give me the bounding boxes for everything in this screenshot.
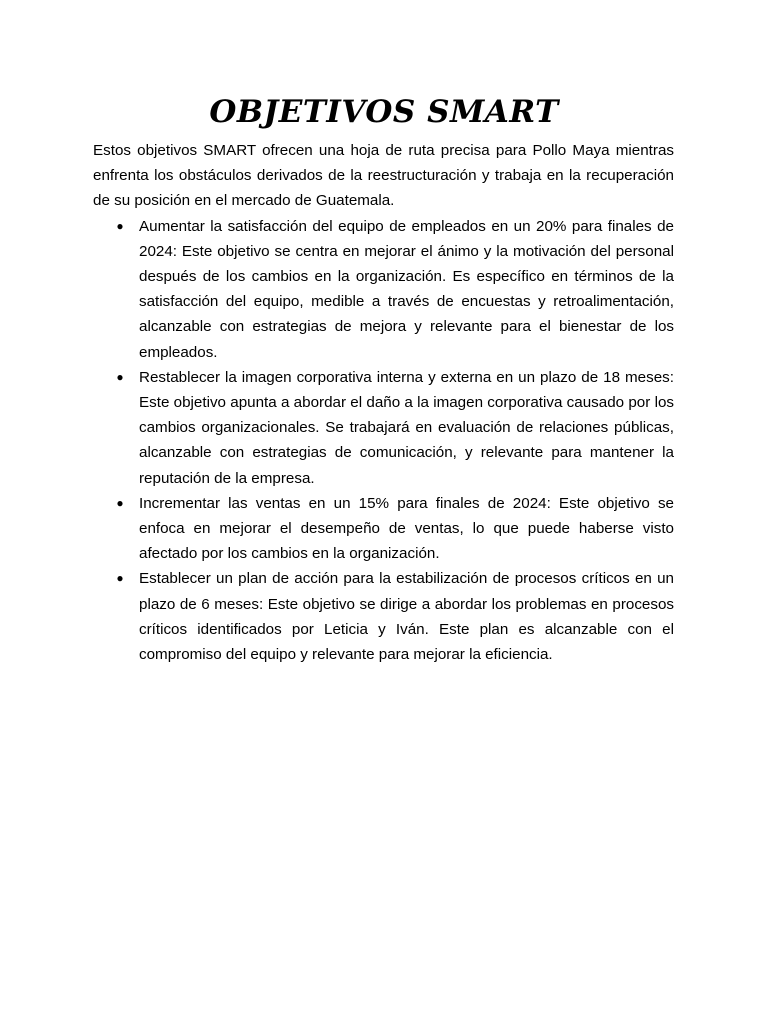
list-item [93, 566, 674, 667]
bullet-icon: ● [116, 495, 124, 510]
objectives-list [93, 214, 674, 668]
bullet-icon: ● [116, 571, 124, 586]
document-title: OBJETIVOS SMART [209, 94, 559, 130]
intro-paragraph: Estos objetivos SMART ofrecen una hoja de ruta precisa para Pollo Maya mientras enfrenta los obstáculos derivados de la reestructuración y trabaja en la recuperación de su posición en el mercado de Guatemala. [93, 142, 674, 210]
list-item-text: Establecer un plan de acción para la estabilización de procesos críticos en un plazo de 6 meses: Este objetivo se dirige a abordar los problemas en procesos críticos identificados por Leticia y Iván. Este plan es alcanzable con el compromiso del equipo y relevante para mejorar la eficiencia. [139, 570, 674, 664]
bullet-icon: ● [116, 369, 124, 384]
list-item [93, 491, 674, 567]
document-body [93, 138, 674, 667]
bullet-icon: ● [116, 218, 124, 233]
list-item [93, 214, 674, 365]
list-item-text: Incrementar las ventas en un 15% para finales de 2024: Este objetivo se enfoca en mejorar el desempeño de ventas, lo que puede haberse visto afectado por los cambios en la organización. [139, 494, 674, 563]
list-item-text: Aumentar la satisfacción del equipo de empleados en un 20% para finales de 2024: Este objetivo se centra en mejorar el ánimo y la motivación del personal después de los cambios en la organización. Es específico en términos de la satisfacción del equipo, medible a través de encuestas y retroalimentación, alcanzable con estrategias de mejora y relevante para el bienestar de los empleados. [139, 217, 674, 361]
list-item [93, 365, 674, 491]
list-item-text: Restablecer la imagen corporativa interna y externa en un plazo de 18 meses: Este objetivo apunta a abordar el daño a la imagen corporativa causado por los cambios organizacionales. Se trabajará en evaluación de relaciones públicas, alcanzable con estrategias de comunicación, y relevante para mantener la reputación de la empresa. [139, 368, 674, 487]
